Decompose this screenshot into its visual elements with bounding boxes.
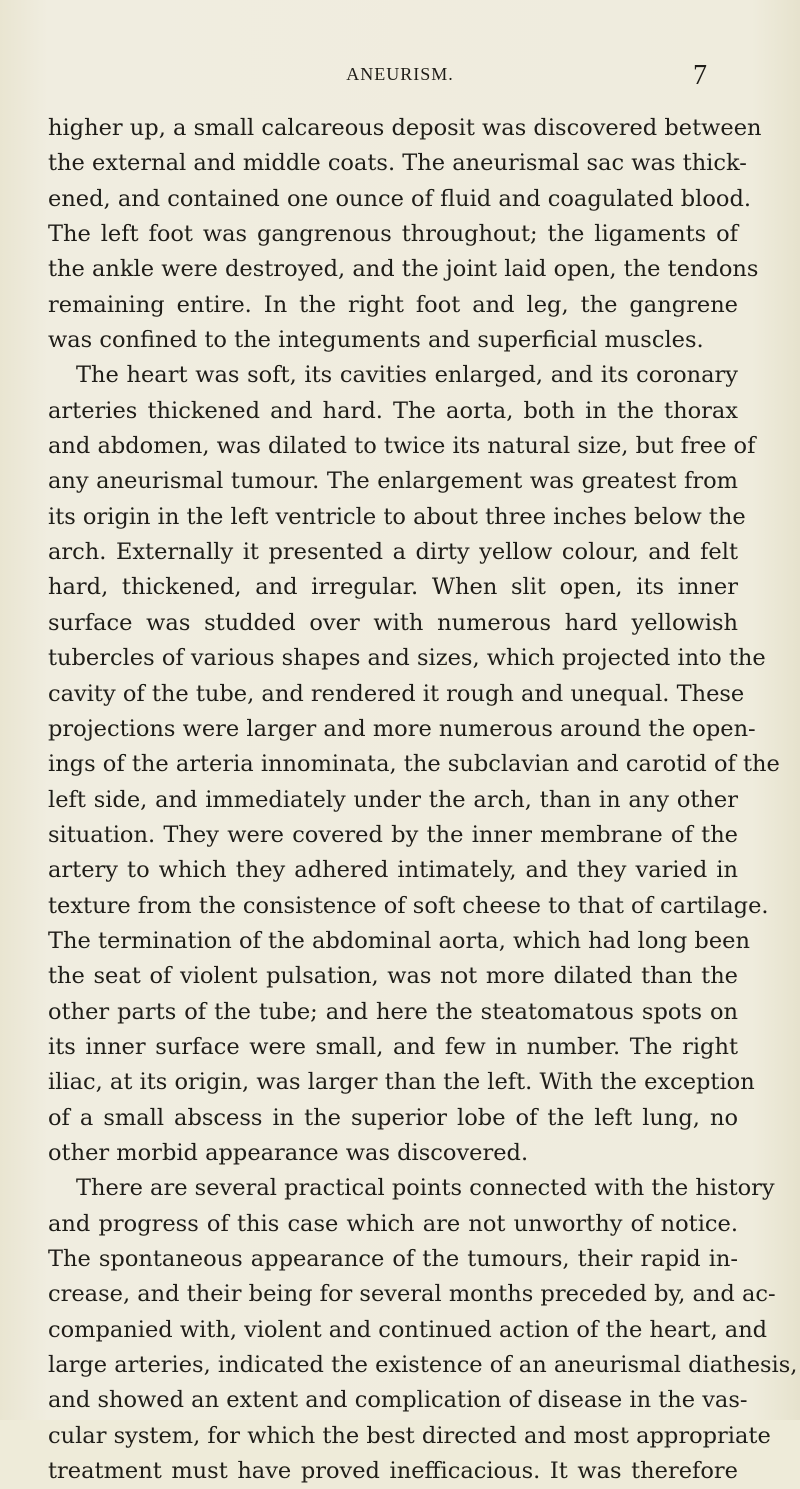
text-line: arch. Externally it presented a dirty yellow colour, and felt [48, 539, 738, 566]
text-line: iliac, at its origin, was larger than the left. With the exception [48, 1069, 755, 1096]
text-line: and abdomen, was dilated to twice its natural size, but free of [48, 433, 756, 460]
text-line: projections were larger and more numerous around the open- [48, 715, 756, 742]
text-line: arteries thickened and hard. The aorta, both in the thorax [48, 397, 738, 424]
text-line: was confined to the integuments and superficial muscles. [48, 327, 704, 354]
text-line: surface was studded over with numerous hard yellowish [48, 609, 738, 636]
text-line: ened, and contained one ounce of fluid and coagulated blood. [48, 185, 752, 212]
body-text [48, 111, 798, 1489]
text-line: artery to which they adhered intimately, and they varied in [48, 857, 738, 884]
page-number: 7 [693, 60, 707, 91]
text-line: There are several practical points connected with the history [76, 1175, 775, 1202]
text-line: higher up, a small calcareous deposit was discovered between [48, 115, 762, 141]
text-line: its inner surface were small, and few in number. The right [48, 1033, 738, 1060]
running-title: ANEURISM. [346, 64, 454, 84]
text-line: The termination of the abdominal aorta, which had long been [48, 927, 750, 954]
text-line: tubercles of various shapes and sizes, which projected into the [48, 645, 766, 672]
text-line: cular system, for which the best directed and most appropriate [48, 1422, 771, 1449]
text-line: other parts of the tube; and here the steatomatous spots on [48, 998, 738, 1025]
text-line: hard, thickened, and irregular. When slit open, its inner [48, 574, 738, 601]
text-line: and showed an extent and complication of disease in the vas- [48, 1387, 748, 1414]
text-line: left side, and immediately under the arch, than in any other [48, 786, 738, 813]
text-line: texture from the consistence of soft cheese to that of cartilage. [48, 892, 769, 919]
page-header [0, 60, 800, 100]
text-line: treatment must have proved inefficacious. It was therefore [48, 1458, 738, 1485]
text-line: The heart was soft, its cavities enlarged, and its coronary [76, 362, 738, 389]
text-line: ings of the arteria innominata, the subclavian and carotid of the [48, 751, 780, 778]
text-line: the seat of violent pulsation, was not more dilated than the [48, 963, 738, 990]
text-line: The left foot was gangrenous throughout; the ligaments of [48, 221, 738, 248]
text-line: large arteries, indicated the existence of an aneurismal diathesis, [48, 1352, 798, 1379]
text-line: the external and middle coats. The aneurismal sac was thick- [48, 150, 747, 177]
text-line: The spontaneous appearance of the tumours, their rapid in- [48, 1246, 738, 1272]
text-line: cavity of the tube, and rendered it rough and unequal. These [48, 680, 745, 707]
text-line: crease, and their being for several months preceded by, and ac- [48, 1281, 776, 1308]
text-line: situation. They were covered by the inner membrane of the [48, 821, 738, 848]
text-line: the ankle were destroyed, and the joint laid open, the tendons [48, 256, 759, 283]
text-line: any aneurismal tumour. The enlargement was greatest from [48, 468, 738, 495]
text-line: companied with, violent and continued action of the heart, and [48, 1316, 768, 1343]
text-line: remaining entire. In the right foot and leg, the gangrene [48, 291, 738, 318]
text-line: and progress of this case which are not unworthy of notice. [48, 1210, 738, 1237]
text-line: other morbid appearance was discovered. [48, 1139, 529, 1166]
text-line: of a small abscess in the superior lobe of the left lung, no [48, 1104, 738, 1131]
text-line: its origin in the left ventricle to about three inches below the [48, 503, 746, 530]
